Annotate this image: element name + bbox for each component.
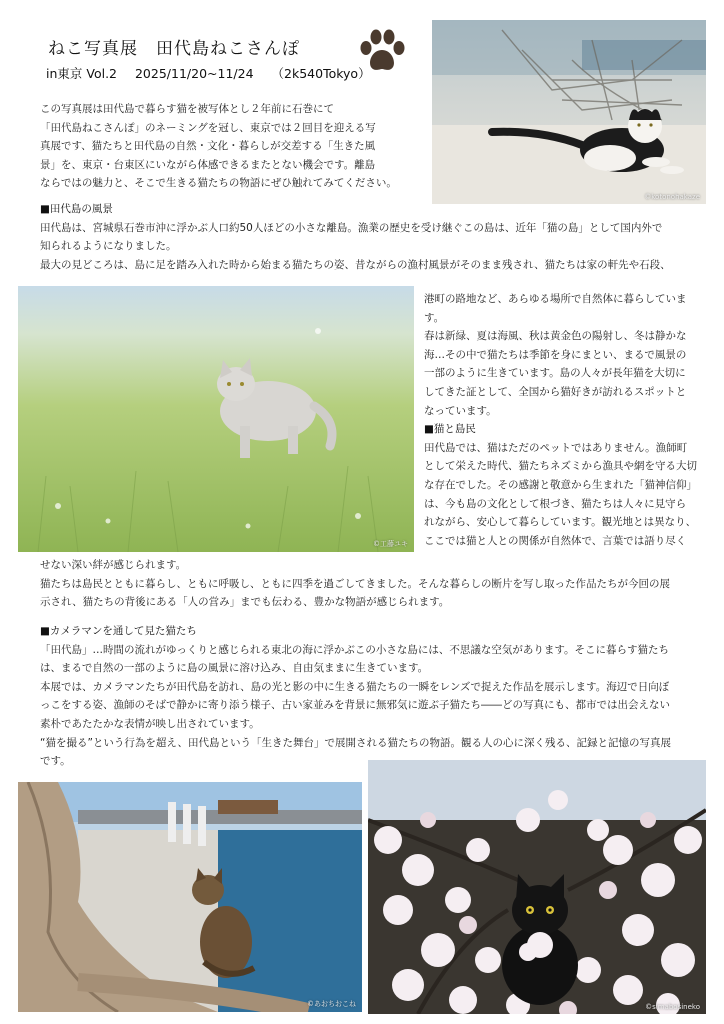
photo-cat-in-blossoms [368, 760, 706, 1014]
intro-line: 「田代島ねこさんぽ」のネーミングを冠し、東京では２回目を迎える写 [40, 121, 376, 134]
photo-credit: ©工藤ユキ [373, 540, 408, 548]
body-line: 知られるようになりました。 [40, 240, 177, 253]
body-line: してきた証として、全国から猫好きが訪れるスポットと [424, 385, 687, 398]
body-line: として栄えた時代、猫たちネズミから漁具や網を守る大切 [424, 460, 697, 473]
body-line: な存在でした。その感謝と敬意から生まれた「猫神信仰」 [424, 478, 697, 491]
photo-credit: ©simabosineko [645, 1003, 700, 1011]
body-line: は、今も島の文化として根づき、猫たちは人々に見守ら [424, 497, 687, 510]
body-line: ここでは猫と人との関係が自然体で、言葉では語り尽く [424, 534, 687, 547]
body-line: せない深い絆が感じられます。 [40, 559, 187, 571]
side-column [424, 290, 714, 550]
body-line: 港町の路地など、あらゆる場所で自然体に暮らしていま [424, 293, 687, 305]
body-line: 本展では、カメラマンたちが田代島を訪れ、島の光と影の中に生きる猫たちの一瞬をレンズで捉えた作品を展示します。海辺で日向ぼ [40, 680, 670, 693]
photo-cat-at-harbor [18, 782, 362, 1012]
body-line: す。 [424, 311, 445, 324]
photo-credit: ©kotonohakaze [644, 193, 700, 201]
section-photographers [40, 622, 706, 771]
event-location: in東京 Vol.2 [46, 66, 117, 81]
intro-line: 真展です、猫たちと田代島の自然・文化・暮らしが交差する「生きた風 [40, 140, 376, 153]
body-line: “猫を撮る”という行為を超え、田代島という「生きた舞台」で展開される猫たちの物語。観る人の心に深く残る、記録と記憶の写真展 [40, 736, 672, 749]
body-line: 春は新緑、夏は海風、秋は黄金色の陽射し、冬は静かな [424, 330, 687, 343]
intro-line: 景」を、東京・台東区にいながら体感できるまたとない機会です。離島 [40, 158, 376, 171]
photo-cat-on-dock [432, 20, 706, 204]
body-line: 猫たちは島民とともに暮らし、ともに呼吸し、ともに四季を過ごしてきました。そんな暮らしの断片を写し取った作品たちが今回の展 [40, 577, 670, 590]
body-line: 一部のように生きています。島の人々が長年猫を大切に [424, 367, 686, 380]
event-dates: 2025/11/20~11/24 [134, 66, 254, 81]
intro-paragraph [40, 100, 420, 193]
body-line: れながら、安心して暮らしています。観光地とは異なり、 [424, 516, 697, 529]
section-heading: ■猫と島民 [424, 423, 476, 436]
event-venue: （2k540Tokyo） [271, 66, 371, 81]
intro-line: ならではの魅力と、そこで生きる猫たちの物語にぜひ触れてみてください。 [40, 177, 397, 190]
body-line: は、まるで自然の一部のように島の風景に溶け込み、自由気ままに生きています。 [40, 662, 429, 675]
body-line: 海…その中で猫たちは季節を身にまとい、まるで風景の [424, 348, 687, 361]
body-line: 最大の見どころは、島に足を踏み入れた時から始まる猫たちの姿、昔ながらの漁村風景がそのまま残され、猫たちは家の軒先や石段、 [40, 258, 671, 271]
page-title: ねこ写真展 田代島ねこさんぽ [48, 39, 300, 59]
body-line: なっています。 [424, 404, 497, 417]
paw-icon [356, 28, 408, 74]
body-line: 「田代島」…時間の流れがゆっくりと感じられる東北の海に浮かぶこの小さな島には、不思議な空気があります。そこに暮らす猫たち [40, 643, 670, 656]
body-line: 田代島は、宮城県石巻市沖に浮かぶ人口約50人ほどの小さな離島。漁業の歴史を受け継ぐこの島は、近年「猫の島」として国内外で [40, 221, 663, 234]
event-subtitle [46, 64, 371, 82]
body-line: っこをする姿、漁師のそばで静かに寄り添う様子、古い家並みを背景に無邪気に遊ぶ子猫たち――どの写真にも、都市では出会えない [40, 699, 670, 712]
section-landscape [40, 200, 706, 274]
photo-cat-in-grass [18, 286, 414, 552]
section-cats-and-islanders [40, 556, 706, 612]
intro-line: この写真展は田代島で暮らす猫を被写体とし２年前に石巻にて [40, 103, 334, 115]
section-heading: ■カメラマンを通して見た猫たち [40, 625, 197, 637]
section-heading: ■田代島の風景 [40, 203, 113, 215]
body-line: 素朴であたたかな表情が映し出されています。 [40, 717, 260, 730]
body-line: 田代島では、猫はただのペットではありません。漁師町 [424, 441, 688, 454]
photo-credit: ©あおちおこね [307, 1000, 356, 1008]
body-line: 示され、猫たちの背後にある「人の営み」までも伝わる、豊かな物語が感じられます。 [40, 596, 450, 609]
body-line: です。 [40, 755, 71, 768]
